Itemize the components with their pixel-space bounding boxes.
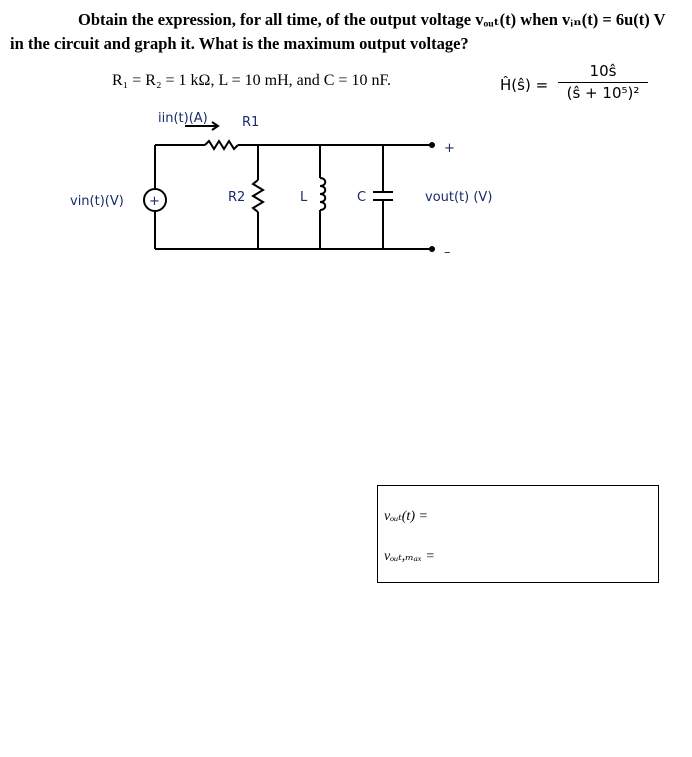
r2-resistor — [253, 180, 263, 212]
circuit-diagram — [0, 0, 692, 300]
source-sign: + — [149, 194, 160, 209]
question-line-2: in the circuit and graph it. What is the maximum output voltage? — [10, 34, 469, 53]
question-line-1: Obtain the expression, for all time, of the output voltage vₒᵤₜ(t) when vᵢₙ(t) = 6u(t) V — [78, 10, 666, 29]
output-label: vout(t) (V) — [425, 190, 493, 205]
l-label: L — [300, 190, 308, 205]
r2-label: R2 — [228, 190, 246, 205]
source-label: vin(t)(V) — [70, 194, 124, 209]
output-terminal-bottom — [429, 246, 435, 252]
given-values: R₁ = R₂ = 1 kΩ, L = 10 mH, and C = 10 nF. — [112, 72, 392, 89]
transfer-function-numerator: 10ŝ — [589, 62, 617, 80]
c-label: C — [357, 190, 367, 205]
output-plus: + — [444, 141, 455, 156]
current-label: iin(t)(A) — [158, 111, 208, 126]
output-terminal-top — [429, 142, 435, 148]
output-minus: – — [444, 245, 451, 260]
inductor-coil — [320, 178, 325, 210]
vmax-answer-label: vₒᵤₜ,ₘₐₓ = — [384, 549, 435, 564]
transfer-function-denominator: (ŝ + 10⁵)² — [566, 84, 640, 102]
r1-label: R1 — [242, 115, 260, 130]
vout-answer-label: vₒᵤₜ(t) = — [384, 509, 428, 524]
answer-box[interactable] — [377, 485, 659, 583]
transfer-function-lhs: Ĥ(ŝ) = — [500, 76, 549, 94]
r1-resistor — [205, 141, 238, 149]
